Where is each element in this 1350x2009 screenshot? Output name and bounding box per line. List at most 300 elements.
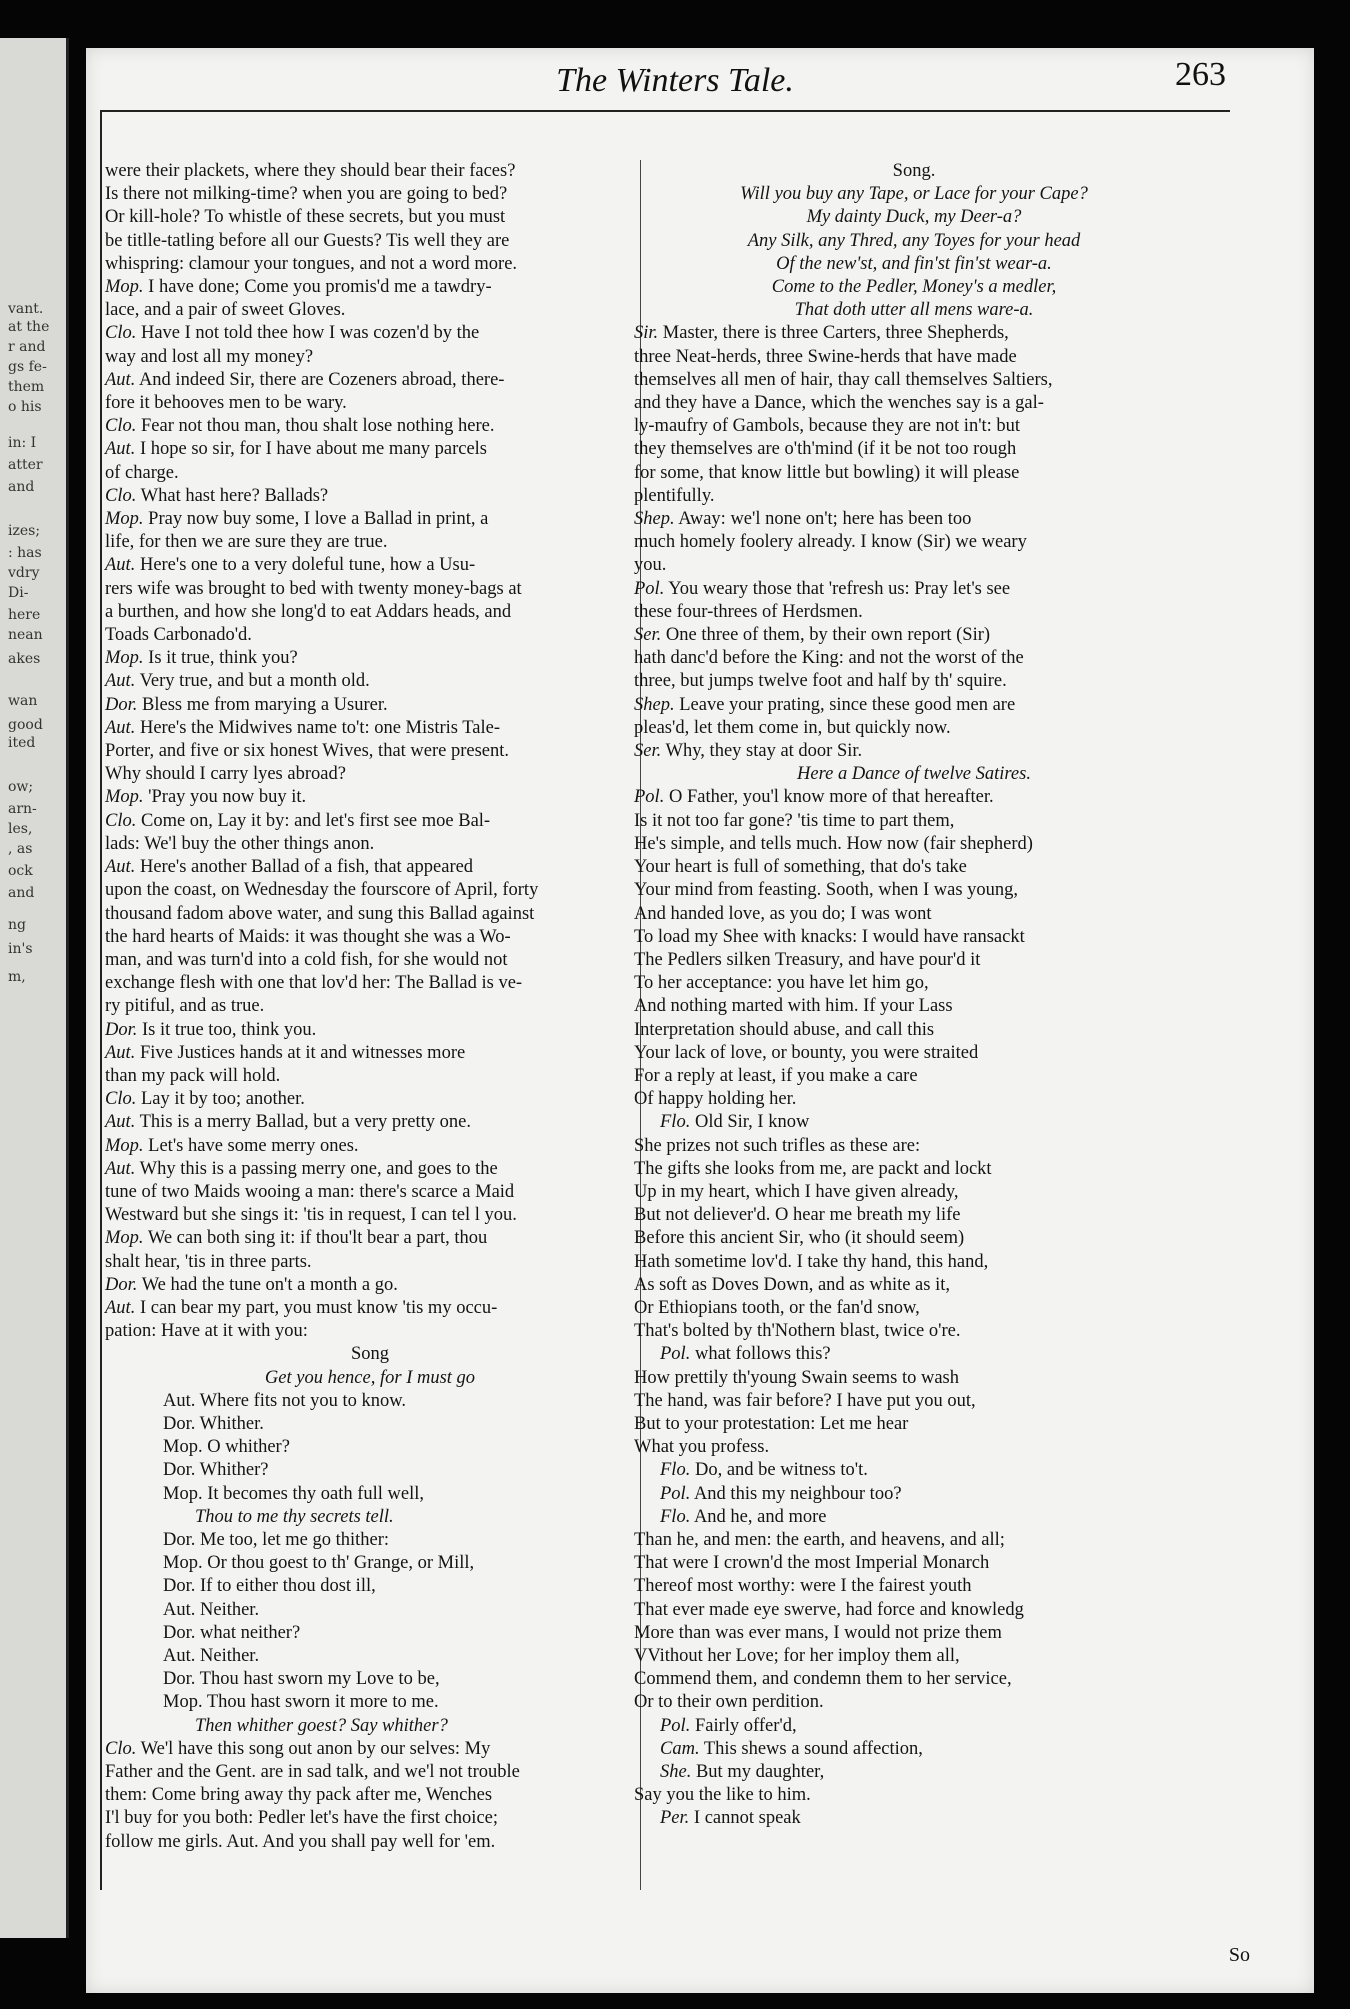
- line-text: fore it behooves men to be wary.: [105, 393, 347, 414]
- speaker-name: Dor.: [163, 1529, 196, 1550]
- speaker-name: Dor.: [105, 1019, 138, 1040]
- speaker-name: Dor.: [163, 1622, 196, 1643]
- line-text: themselves all men of hair, thay call themselves Saltiers,: [634, 369, 1053, 390]
- speaker-name: Pol.: [634, 787, 665, 808]
- text-line: [105, 1715, 635, 1738]
- text-line: [105, 1807, 635, 1830]
- line-text: hath danc'd before the King: and not the worst of the: [634, 648, 1024, 669]
- line-text: Why this is a passing merry one, and goes to the: [139, 1158, 498, 1179]
- text-line: [634, 1390, 1194, 1413]
- line-text: much homely foolery already. I know (Sir) we weary: [634, 532, 1027, 553]
- line-text: follow me girls. Aut. And you shall pay well for 'em.: [105, 1831, 496, 1852]
- text-line: [105, 624, 635, 647]
- speaker-name: Aut.: [105, 717, 136, 738]
- line-text: My dainty Duck, my Deer-a?: [806, 207, 1022, 228]
- text-line: [105, 1251, 635, 1274]
- text-line: [634, 369, 1194, 392]
- speaker-name: Sir.: [634, 323, 659, 344]
- text-line: [105, 531, 635, 554]
- text-line: [105, 879, 635, 902]
- line-text: I have done; Come you promis'd me a tawdry-: [148, 277, 492, 298]
- previous-page-fragment: arn-: [8, 801, 37, 817]
- text-line: [634, 1274, 1194, 1297]
- previous-page-fragment: , as: [8, 841, 33, 857]
- text-line: [105, 1204, 635, 1227]
- text-line: [105, 415, 635, 438]
- line-text: they themselves are o'th'mind (if it be not too rough: [634, 439, 1017, 460]
- line-text: This is a merry Ballad, but a very pretty one.: [139, 1112, 471, 1133]
- line-text: for some, that know little but bowling) it will please: [634, 462, 1020, 483]
- text-line: [105, 1831, 635, 1854]
- line-text: Master, there is three Carters, three Shepherds,: [662, 323, 1009, 344]
- text-line: [634, 1204, 1194, 1227]
- text-line: [105, 1761, 635, 1784]
- text-line: [634, 1668, 1194, 1691]
- text-line: [634, 508, 1194, 531]
- text-line: [634, 670, 1194, 693]
- line-text: To her acceptance: you have let him go,: [634, 973, 929, 994]
- text-line: [105, 485, 635, 508]
- line-text: Hath sometime lov'd. I take thy hand, this hand,: [634, 1251, 989, 1272]
- line-text: Whither?: [199, 1460, 269, 1481]
- previous-page-fragment: ited: [8, 735, 36, 751]
- line-text: were their plackets, where they should bear their faces?: [105, 161, 516, 181]
- speaker-name: Dor.: [163, 1669, 196, 1690]
- line-text: Do, and be witness to't.: [694, 1460, 868, 1481]
- speaker-name: Aut.: [105, 857, 136, 878]
- previous-page-fragment: at the: [8, 319, 50, 335]
- line-text: Pray now buy some, I love a Ballad in print, a: [148, 509, 489, 530]
- line-text: You weary those that 'refresh us: Pray let's see: [668, 578, 1011, 599]
- text-line: [105, 206, 635, 229]
- text-line: [105, 810, 635, 833]
- text-line: [634, 1320, 1194, 1343]
- speaker-name: Ser.: [634, 625, 662, 646]
- speaker-name: Pol.: [660, 1344, 691, 1365]
- text-line: [634, 392, 1194, 415]
- line-text: and they have a Dance, which the wenches say is a gal-: [634, 393, 1044, 414]
- speaker-name: Cam.: [660, 1738, 700, 1759]
- line-text: Have I not told thee how I was cozen'd by the: [140, 323, 480, 344]
- speaker-name: Shep.: [634, 694, 675, 715]
- line-text: I can bear my part, you must know 'tis my occu-: [139, 1297, 498, 1318]
- line-text: More than was ever mans, I would not prize them: [634, 1622, 1002, 1643]
- line-text: them: Come bring away thy pack after me, Wenches: [105, 1785, 493, 1806]
- line-text: It becomes thy oath full well,: [207, 1483, 425, 1504]
- line-text: these four-threes of Herdsmen.: [634, 601, 863, 622]
- text-line: [634, 601, 1194, 624]
- speaker-name: Aut.: [163, 1599, 196, 1620]
- text-line: [634, 1483, 1194, 1506]
- previous-page-fragment: in: I: [8, 435, 37, 451]
- line-text: One three of them, by their own report (Sir): [665, 625, 991, 646]
- text-line: [105, 1506, 635, 1529]
- text-line: [634, 694, 1194, 717]
- text-line: [105, 346, 635, 369]
- previous-page-fragment: nean: [8, 627, 43, 643]
- speaker-name: Pol.: [634, 578, 665, 599]
- text-line: [105, 647, 635, 670]
- line-text: We'l have this song out anon by our selves: My: [140, 1738, 491, 1759]
- speaker-name: Mop.: [105, 1228, 144, 1249]
- text-line: [105, 1575, 635, 1598]
- line-text: Toads Carbonado'd.: [105, 625, 252, 646]
- line-text: Let's have some merry ones.: [148, 1135, 359, 1156]
- line-text: Song: [350, 1344, 390, 1365]
- line-text: But my daughter,: [695, 1762, 825, 1783]
- text-line: [105, 1274, 635, 1297]
- text-line: [105, 856, 635, 879]
- text-line: [634, 1065, 1194, 1088]
- line-text: Here a Dance of twelve Satires.: [797, 764, 1031, 785]
- text-line: [634, 1111, 1194, 1134]
- line-text: Up in my heart, which I have given already,: [634, 1181, 959, 1202]
- text-line: [105, 972, 635, 995]
- text-line: [634, 1251, 1194, 1274]
- line-text: That doth utter all mens ware-a.: [794, 300, 1034, 321]
- text-line: [634, 1181, 1194, 1204]
- previous-page-fragment: ock: [8, 863, 33, 879]
- text-line: [634, 1645, 1194, 1668]
- line-text: To load my Shee with knacks: I would have ransackt: [634, 926, 1025, 947]
- text-line: [634, 1227, 1194, 1250]
- text-line: [634, 647, 1194, 670]
- line-text: Fear not thou man, thou shalt lose nothing here.: [140, 416, 495, 437]
- text-line: [105, 1622, 635, 1645]
- line-text: three, but jumps twelve foot and half by th' squire.: [634, 671, 1007, 692]
- text-line: [634, 415, 1194, 438]
- line-text: man, and was turn'd into a cold fish, for she would not: [105, 949, 508, 970]
- line-text: What you profess.: [634, 1437, 770, 1458]
- line-text: life, for then we are sure they are true.: [105, 532, 388, 553]
- text-line: [634, 1784, 1194, 1807]
- line-text: Then whither goest? Say whither?: [195, 1715, 448, 1736]
- text-line: [634, 1529, 1194, 1552]
- speaker-name: Flo.: [660, 1506, 691, 1527]
- previous-page-fragment: vant.: [8, 301, 44, 317]
- line-text: Here's one to a very doleful tune, how a Usu-: [139, 555, 476, 576]
- text-line: [634, 554, 1194, 577]
- line-text: We can both sing it: if thou'lt bear a part, thou: [147, 1228, 488, 1249]
- text-line: [634, 346, 1194, 369]
- line-text: Whither.: [199, 1413, 264, 1434]
- line-text: And handed love, as you do; I was wont: [634, 903, 932, 924]
- text-line: [105, 717, 635, 740]
- text-line: [105, 1135, 635, 1158]
- text-line: [634, 1715, 1194, 1738]
- text-line: [634, 717, 1194, 740]
- line-text: Thereof most worthy: were I the fairest youth: [634, 1576, 972, 1597]
- speaker-name: Dor.: [105, 694, 138, 715]
- left-column: [105, 160, 635, 1854]
- line-text: way and lost all my money?: [105, 346, 314, 367]
- speaker-name: Mop.: [163, 1692, 203, 1713]
- text-line: [105, 1227, 635, 1250]
- line-text: Away: we'l none on't; here has been too: [678, 509, 972, 530]
- text-line: [634, 1575, 1194, 1598]
- speaker-name: Clo.: [105, 1089, 137, 1110]
- line-text: Why should I carry lyes abroad?: [105, 764, 346, 785]
- speaker-name: Mop.: [163, 1553, 203, 1574]
- speaker-name: Aut.: [105, 1158, 136, 1179]
- text-line: [105, 763, 635, 786]
- text-line: [105, 1390, 635, 1413]
- previous-page-fragment: Di-: [8, 585, 29, 601]
- line-text: But to your protestation: Let me hear: [634, 1413, 909, 1434]
- line-text: lads: We'l buy the other things anon.: [105, 833, 375, 854]
- text-line: [105, 554, 635, 577]
- line-text: Father and the Gent. are in sad talk, and we'l not trouble: [105, 1762, 520, 1783]
- speaker-name: Aut.: [105, 369, 136, 390]
- text-line: [634, 763, 1194, 786]
- text-line: [105, 230, 635, 253]
- line-text: That's bolted by th'Nothern blast, twice o're.: [634, 1321, 961, 1342]
- text-line: [634, 1622, 1194, 1645]
- text-line: [105, 1181, 635, 1204]
- line-text: Is it true too, think you.: [142, 1019, 317, 1040]
- text-line: [105, 1297, 635, 1320]
- speaker-name: Aut.: [105, 1297, 136, 1318]
- text-line: [105, 462, 635, 485]
- speaker-name: Per.: [660, 1808, 690, 1829]
- text-line: [634, 1343, 1194, 1366]
- page-number: 263: [1175, 56, 1226, 93]
- line-text: Porter, and five or six honest Wives, that were present.: [105, 741, 510, 762]
- text-line: [634, 438, 1194, 461]
- speaker-name: Ser.: [634, 741, 662, 762]
- line-text: tune of two Maids wooing a man: there's scarce a Maid: [105, 1181, 515, 1202]
- speaker-name: Clo.: [105, 323, 137, 344]
- text-line: [634, 578, 1194, 601]
- line-text: Why, they stay at door Sir.: [665, 741, 863, 762]
- line-text: For a reply at least, if you make a care: [634, 1065, 918, 1086]
- line-text: Interpretation should abuse, and call this: [634, 1019, 935, 1040]
- speaker-name: Aut.: [105, 671, 136, 692]
- text-line: [634, 1506, 1194, 1529]
- line-text: And nothing marted with him. If your Lass: [634, 996, 953, 1017]
- text-line: [634, 531, 1194, 554]
- line-text: 'Pray you now buy it.: [148, 787, 307, 808]
- text-line: [105, 369, 635, 392]
- line-text: This shews a sound affection,: [703, 1738, 923, 1759]
- line-text: I'l buy for you both: Pedler let's have the first choice;: [105, 1808, 499, 1829]
- line-text: thousand fadom above water, and sung this Ballad against: [105, 903, 535, 924]
- speaker-name: Clo.: [105, 416, 137, 437]
- speaker-name: Mop.: [105, 509, 144, 530]
- previous-page-edge: [0, 38, 69, 1938]
- line-text: Is it true, think you?: [148, 648, 298, 669]
- text-line: [105, 438, 635, 461]
- text-line: [634, 253, 1194, 276]
- line-text: be titlle-tatling before all our Guests? Tis well they are: [105, 230, 510, 251]
- line-text: Thou hast sworn my Love to be,: [199, 1669, 440, 1690]
- previous-page-fragment: r and: [8, 339, 46, 355]
- line-text: you.: [634, 555, 667, 576]
- text-line: [105, 786, 635, 809]
- text-line: [634, 1088, 1194, 1111]
- line-text: Here's the Midwives name to't: one Mistris Tale-: [139, 717, 501, 738]
- text-line: [634, 903, 1194, 926]
- text-line: [105, 1436, 635, 1459]
- catchword: So: [1228, 1944, 1250, 1966]
- text-line: [105, 1738, 635, 1761]
- text-line: [105, 578, 635, 601]
- speaker-name: Dor.: [163, 1413, 196, 1434]
- text-line: [634, 810, 1194, 833]
- speaker-name: Mop.: [105, 1135, 144, 1156]
- page-title: The Winters Tale.: [556, 62, 794, 99]
- text-line: [105, 1042, 635, 1065]
- line-text: VVithout her Love; for her imploy them all,: [634, 1646, 960, 1666]
- previous-page-fragment: wan: [8, 693, 38, 709]
- text-line: [634, 1761, 1194, 1784]
- line-text: Thou to me thy secrets tell.: [195, 1506, 394, 1527]
- text-line: [634, 949, 1194, 972]
- text-line: [105, 995, 635, 1018]
- previous-page-fragment: m,: [8, 969, 26, 985]
- line-text: I hope so sir, for I have about me many parcels: [139, 439, 487, 460]
- line-text: Than he, and men: the earth, and heavens, and all;: [634, 1529, 1005, 1550]
- text-line: [634, 856, 1194, 879]
- header-rule: [100, 110, 1230, 112]
- speaker-name: Flo.: [660, 1460, 691, 1481]
- previous-page-fragment: good: [8, 717, 43, 733]
- text-line: [105, 322, 635, 345]
- text-line: [105, 276, 635, 299]
- text-line: [634, 1738, 1194, 1761]
- line-text: Thou hast sworn it more to me.: [206, 1692, 439, 1713]
- text-line: [634, 1691, 1194, 1714]
- text-line: [634, 1135, 1194, 1158]
- speaker-name: Dor.: [105, 1274, 138, 1295]
- text-line: [634, 1436, 1194, 1459]
- line-text: Or to their own perdition.: [634, 1692, 824, 1713]
- text-line: [105, 1065, 635, 1088]
- speaker-name: Flo.: [660, 1112, 691, 1133]
- line-text: The gifts she looks from me, are packt and lockt: [634, 1158, 992, 1179]
- text-line: [105, 1158, 635, 1181]
- line-text: Get you hence, for I must go: [264, 1367, 476, 1388]
- text-line: [634, 1019, 1194, 1042]
- speaker-name: She.: [660, 1762, 692, 1783]
- line-text: plentifully.: [634, 485, 715, 506]
- previous-page-fragment: akes: [8, 651, 41, 667]
- text-line: [105, 160, 635, 183]
- text-line: [634, 926, 1194, 949]
- text-line: [105, 253, 635, 276]
- line-text: If to either thou dost ill,: [200, 1576, 376, 1597]
- line-text: Or thou goest to th' Grange, or Mill,: [207, 1553, 475, 1574]
- text-line: [105, 1668, 635, 1691]
- text-line: [105, 1367, 635, 1390]
- text-line: [634, 1297, 1194, 1320]
- text-line: [105, 694, 635, 717]
- text-line: [105, 740, 635, 763]
- speaker-name: Aut.: [105, 555, 136, 576]
- line-text: lace, and a pair of sweet Gloves.: [105, 300, 346, 321]
- previous-page-fragment: ng: [8, 917, 26, 933]
- text-line: [634, 1459, 1194, 1482]
- line-text: Is it not too far gone? 'tis time to part them,: [634, 810, 955, 831]
- text-line: [634, 624, 1194, 647]
- text-line: [634, 299, 1194, 322]
- line-text: Will you buy any Tape, or Lace for your Cape?: [740, 184, 1088, 205]
- line-text: As soft as Doves Down, and as white as it,: [634, 1274, 950, 1295]
- speaker-name: Mop.: [105, 277, 144, 298]
- text-line: [634, 995, 1194, 1018]
- speaker-name: Aut.: [105, 439, 136, 460]
- line-text: Is there not milking-time? when you are going to bed?: [105, 184, 508, 205]
- line-text: Here's another Ballad of a fish, that appeared: [139, 857, 474, 878]
- text-line: [105, 1111, 635, 1134]
- previous-page-fragment: and: [8, 885, 35, 901]
- previous-page-fragment: atter: [8, 457, 43, 473]
- speaker-name: Clo.: [105, 810, 137, 831]
- line-text: Say you the like to him.: [634, 1785, 811, 1806]
- line-text: Commend them, and condemn them to her service,: [634, 1669, 1012, 1690]
- previous-page-fragment: izes;: [8, 523, 41, 539]
- line-text: ry pitiful, and as true.: [105, 996, 265, 1017]
- speaker-name: Clo.: [105, 1738, 137, 1759]
- previous-page-fragment: gs fe-: [8, 359, 47, 375]
- text-line: [105, 833, 635, 856]
- line-text: Come on, Lay it by: and let's first see moe Bal-: [140, 810, 491, 831]
- line-text: He's simple, and tells much. How now (fair shepherd): [634, 833, 1033, 854]
- text-line: [634, 322, 1194, 345]
- line-text: But not deliever'd. O hear me breath my life: [634, 1205, 961, 1226]
- speaker-name: Clo.: [105, 485, 137, 506]
- left-margin-rule: [100, 110, 102, 1890]
- line-text: And this my neighbour too?: [693, 1483, 902, 1504]
- text-line: [634, 1552, 1194, 1575]
- line-text: a burthen, and how she long'd to eat Addars heads, and: [105, 601, 512, 622]
- text-line: [105, 1645, 635, 1668]
- line-text: Lay it by too; another.: [140, 1089, 305, 1110]
- text-line: [634, 972, 1194, 995]
- text-line: [634, 833, 1194, 856]
- speaker-name: Mop.: [105, 648, 144, 669]
- text-line: [105, 1343, 635, 1366]
- line-text: what follows this?: [694, 1344, 831, 1365]
- line-text: Westward but she sings it: 'tis in request, I can tel l you.: [105, 1205, 517, 1226]
- text-line: [105, 1691, 635, 1714]
- line-text: Fairly offer'd,: [694, 1715, 797, 1736]
- speaker-name: Aut.: [105, 1112, 136, 1133]
- line-text: Your lack of love, or bounty, you were straited: [634, 1042, 979, 1063]
- line-text: And indeed Sir, there are Cozeners abroad, there-: [138, 369, 505, 390]
- text-line: [105, 1552, 635, 1575]
- line-text: of charge.: [105, 462, 179, 483]
- speaker-name: Aut.: [105, 1042, 136, 1063]
- text-line: [634, 183, 1194, 206]
- text-line: [634, 276, 1194, 299]
- line-text: She prizes not such trifles as these are:: [634, 1135, 921, 1156]
- line-text: ly-maufry of Gambols, because they are not in't: but: [634, 416, 1021, 437]
- text-line: [105, 508, 635, 531]
- text-line: [105, 1529, 635, 1552]
- text-line: [634, 206, 1194, 229]
- line-text: Neither.: [200, 1646, 260, 1666]
- line-text: pleas'd, let them come in, but quickly now.: [634, 717, 951, 738]
- line-text: Leave your prating, since these good men are: [679, 694, 1016, 715]
- line-text: shalt hear, 'tis in three parts.: [105, 1251, 312, 1272]
- line-text: We had the tune on't a month a go.: [141, 1274, 398, 1295]
- line-text: what neither?: [200, 1622, 301, 1643]
- previous-page-fragment: here: [8, 607, 41, 623]
- text-line: [634, 1042, 1194, 1065]
- text-line: [105, 1459, 635, 1482]
- text-line: [105, 1784, 635, 1807]
